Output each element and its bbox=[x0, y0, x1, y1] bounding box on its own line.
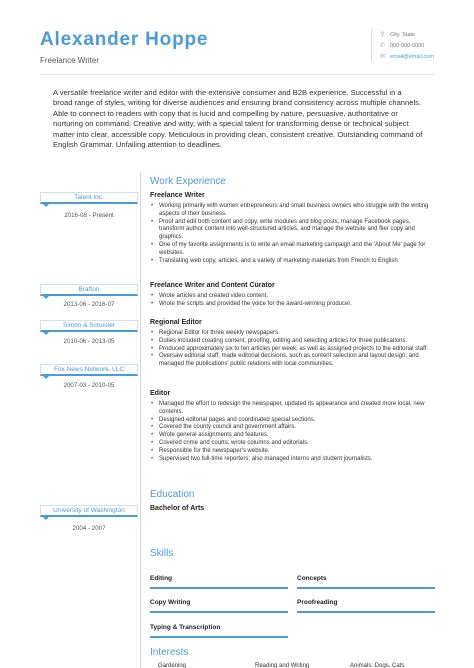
skill-item bbox=[297, 599, 435, 613]
education-dates: 2004 - 2007 bbox=[72, 525, 106, 532]
interest-item: Animals: Dogs, Cats bbox=[350, 663, 405, 668]
job-bullet: • Working primarily with women entrepreneurs and small business owners who struggle with the writing aspects of their business. bbox=[150, 203, 435, 219]
job-bullet: • Regional Editor for three weekly newspapers. bbox=[150, 330, 435, 338]
skill-bar bbox=[150, 587, 288, 589]
interest-item: Reading and Writing bbox=[255, 663, 310, 668]
skill-bar-fill bbox=[297, 611, 435, 613]
skill-name: Proofreading bbox=[297, 599, 338, 606]
skill-bar bbox=[297, 587, 435, 589]
job-bullets bbox=[150, 203, 435, 265]
job-entry bbox=[150, 192, 435, 265]
job-entry bbox=[150, 319, 435, 369]
skill-bar bbox=[150, 611, 288, 613]
work-experience-heading: Work Experience bbox=[150, 176, 226, 187]
skill-bar-fill bbox=[150, 611, 288, 613]
interests-heading: Interests bbox=[150, 647, 189, 658]
job-bullets bbox=[150, 401, 435, 463]
job-company-tag: Talent Inc. bbox=[40, 192, 138, 204]
candidate-title: Freelance Writer bbox=[40, 56, 99, 65]
skill-name: Copy Writing bbox=[150, 599, 191, 606]
job-bullet: • One of my favorite assignments is to write an email marketing campaign and the 'About Me' page for websites. bbox=[150, 242, 435, 258]
education-heading: Education bbox=[150, 489, 195, 500]
summary-text: A versatile freelance writer and editor with the extensive consumer and B2B experience. Successful in a broad range of styles, writing for diverse audiences and ensuring brand consistency across multiple channels. Able to connect to readers with copy that is lucid and compelling by nature, persuasive, authoritative or nurturing on command. Creative and witty, with a special talent for transforming dense or technical subject matter into clear, accessible copy. Meticulous in providing clean, consistent creative. Outstanding command of English Grammar. Unfailing attention to deadlines. bbox=[53, 88, 423, 150]
job-bullets bbox=[150, 330, 435, 369]
contact-block bbox=[371, 29, 434, 62]
job-bullet: • Translating web copy, articles, and a variety of marketing materials from French to English. bbox=[150, 258, 435, 266]
job-bullet: • Duties included creating content, proofing, editing and selecting articles for three publications. bbox=[150, 338, 435, 346]
job-dates: 2007-03 - 2010-05 bbox=[63, 382, 115, 389]
job-bullet: • Managed the effort to redesign the newspaper, updated its appearance and created more local, new contents. bbox=[150, 401, 435, 417]
contact-location: ⚲ City, State bbox=[378, 29, 434, 40]
location-pin-icon: ⚲ bbox=[380, 32, 385, 38]
skill-bar-fill bbox=[150, 636, 288, 638]
skill-item bbox=[150, 599, 288, 613]
job-bullet: • Oversaw editorial staff; made editorial decisions, such as content selection and layout design; and managed the publications' public relations with local communities. bbox=[150, 353, 435, 369]
job-title: Editor bbox=[150, 390, 171, 397]
job-company-tag: Simon & Schuster bbox=[40, 320, 138, 332]
job-bullet: • Covered the county council and government affairs. bbox=[150, 424, 435, 432]
job-bullet: • Wrote the scripts and provided the voice for the award-winning producer. bbox=[150, 301, 435, 309]
job-bullet: • Responsible for the newspaper's website. bbox=[150, 448, 435, 456]
school-tag: University of Washington bbox=[40, 505, 138, 517]
job-entry bbox=[150, 282, 435, 309]
job-bullet: • Supervised two full-time reporters; also managed interns and student journalists. bbox=[150, 456, 435, 464]
skill-item bbox=[150, 624, 288, 638]
timeline-line bbox=[140, 172, 141, 668]
job-company-tag: Fox News Network, LLC bbox=[40, 364, 138, 376]
skill-bar bbox=[297, 611, 435, 613]
contact-phone: ✆ 000-000-0000 bbox=[379, 42, 425, 49]
job-bullets bbox=[150, 293, 435, 309]
job-bullet: • Covered crime and courts; wrote columns and editorials. bbox=[150, 440, 435, 448]
job-bullet: • Wrote articles and created video content. bbox=[150, 293, 435, 301]
phone-icon: ✆ bbox=[379, 43, 386, 49]
job-bullet: • Proof and edit both content and copy, write modules and blog posts, manage Facebook pages, transform author content into well-structured articles, and manage the website and flier copy and graphics. bbox=[150, 219, 435, 242]
job-entry bbox=[150, 390, 435, 463]
candidate-name: Alexander Hoppe bbox=[40, 29, 209, 50]
job-title: Freelance Writer and Content Curator bbox=[150, 282, 275, 289]
job-dates: 2010-06 - 2013-05 bbox=[63, 338, 115, 345]
interest-item: Gardening bbox=[158, 663, 187, 668]
skill-bar bbox=[150, 636, 288, 638]
job-bullet: • Wrote general assignments and features. bbox=[150, 432, 435, 440]
skill-item bbox=[150, 575, 288, 589]
contact-email[interactable]: ✉ email@email.com bbox=[379, 53, 434, 60]
job-company-tag: Brafton bbox=[40, 284, 138, 296]
degree: Bachelor of Arts bbox=[150, 505, 205, 512]
job-title: Freelance Writer bbox=[150, 192, 205, 199]
skill-item bbox=[297, 575, 435, 589]
job-dates: 2013-06 - 2016-07 bbox=[63, 301, 115, 308]
skill-name: Concepts bbox=[297, 575, 327, 582]
mail-icon: ✉ bbox=[379, 54, 386, 60]
job-bullet: • Produced approximately six to ten articles per week, as well as assigned projects to the editorial staff. bbox=[150, 346, 435, 354]
job-bullet: • Designed editorial pages and coordinated special sections. bbox=[150, 417, 435, 425]
skills-heading: Skills bbox=[150, 548, 174, 559]
header-divider bbox=[40, 74, 434, 75]
job-title: Regional Editor bbox=[150, 319, 202, 326]
skill-name: Editing bbox=[150, 575, 173, 582]
skill-bar-fill bbox=[150, 587, 288, 589]
skill-name: Typing & Transcription bbox=[150, 624, 221, 631]
job-dates: 2016-08 - Present bbox=[64, 212, 114, 219]
skill-bar-fill bbox=[297, 587, 435, 589]
